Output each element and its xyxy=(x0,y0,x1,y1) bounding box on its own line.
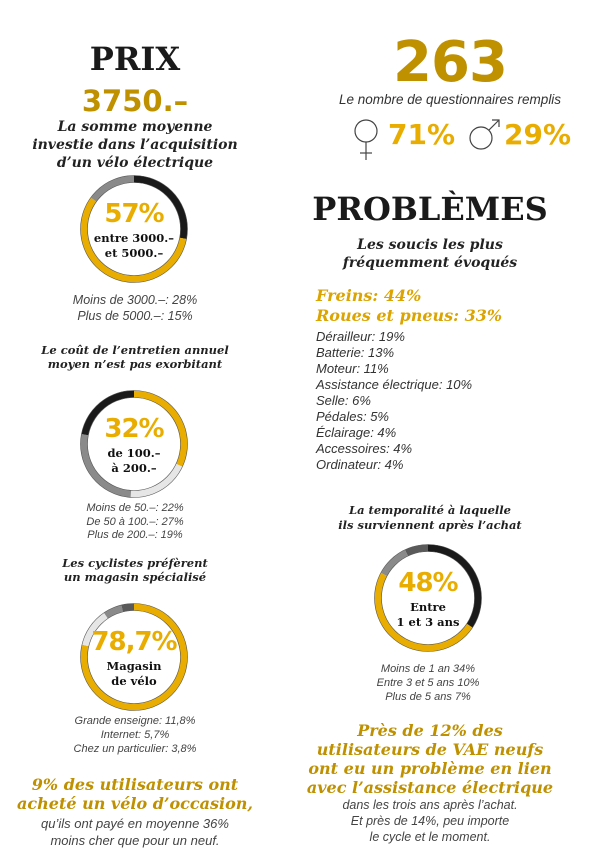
donut-magasin xyxy=(74,597,194,717)
legend-item: Plus de 200.–: 19% xyxy=(87,529,183,541)
temporalite-heading xyxy=(305,503,555,533)
highlight-line: acheté un vélo d’occasion, xyxy=(17,794,253,813)
list-item: Éclairage: 4% xyxy=(316,425,397,440)
subtitle-line: Les soucis les plus xyxy=(357,237,503,253)
male-icon xyxy=(468,116,504,156)
heading-line: Les cyclistes préfèrent xyxy=(62,556,208,570)
problemes-list xyxy=(316,329,472,473)
donut-prix xyxy=(74,169,194,289)
label-line: et 5000.– xyxy=(104,246,164,260)
donut-segment xyxy=(106,608,122,615)
male-percent: 29% xyxy=(504,118,572,151)
legend-item: Moins de 50.–: 22% xyxy=(86,502,184,514)
donut-value: 57% xyxy=(104,199,164,229)
text-line: dans les trois ans après l’achat. xyxy=(342,798,518,812)
problemes-top xyxy=(316,286,502,326)
list-item: Accessoires: 4% xyxy=(316,441,413,456)
donut-segment xyxy=(94,179,134,200)
donut-outline xyxy=(88,611,181,704)
list-item: Ordinateur: 4% xyxy=(316,457,404,472)
label-line: de 100.– xyxy=(107,446,161,460)
donut-value: 32% xyxy=(104,414,164,444)
text-line: moins cher que pour un neuf. xyxy=(50,833,220,848)
heading-line: un magasin spécialisé xyxy=(63,570,207,584)
donut-temporalite xyxy=(368,538,488,658)
highlight-line: ont eu un problème en lien xyxy=(308,759,552,778)
donut-label xyxy=(368,600,488,630)
list-item: Assistance électrique: 10% xyxy=(316,377,473,392)
donut-label xyxy=(74,446,194,476)
donut-svg xyxy=(368,538,488,658)
highlight-line: utilisateurs de VAE neufs xyxy=(316,740,544,759)
legend-item: Plus de 5 ans 7% xyxy=(385,691,471,703)
prix-legend xyxy=(25,292,245,324)
label-line: Magasin xyxy=(106,659,162,673)
highlight-line: Près de 12% des xyxy=(357,721,503,740)
problemes-title: PROBLÈMES xyxy=(312,190,548,228)
subtitle-line: investie dans l’acquisition xyxy=(32,137,238,153)
magasin-legend xyxy=(25,714,245,756)
legend-item: Plus de 5000.–: 15% xyxy=(77,309,193,323)
entretien-legend xyxy=(25,502,245,543)
donut-outline xyxy=(382,552,475,645)
text-line: le cycle et le moment. xyxy=(369,830,491,844)
vae-highlight xyxy=(290,721,570,797)
temporalite-legend xyxy=(318,662,538,704)
heading-line: ils surviennent après l’achat xyxy=(338,518,522,532)
top-item: Roues et pneus: 33% xyxy=(316,306,503,325)
label-line: Entre xyxy=(410,600,446,614)
questionnaire-count: 263 xyxy=(393,30,507,95)
donut-label xyxy=(74,231,194,261)
donut-svg xyxy=(74,597,194,717)
questionnaire-subtitle: Le nombre de questionnaires remplis xyxy=(338,92,562,107)
legend-item: De 50 à 100.–: 27% xyxy=(86,515,184,528)
subtitle-line: fréquemment évoqués xyxy=(342,255,518,271)
donut-outline xyxy=(88,183,181,276)
entretien-heading xyxy=(15,343,255,371)
heading-line: Le coût de l’entretien annuel xyxy=(41,343,229,357)
list-item: Batterie: 13% xyxy=(316,345,395,360)
highlight-line: avec l’assistance électrique xyxy=(306,778,554,797)
legend-item: Chez un particulier: 3,8% xyxy=(73,743,197,755)
list-item: Dérailleur: 19% xyxy=(316,329,405,344)
problemes-subtitle xyxy=(300,236,560,272)
text-line: qu’ils ont payé en moyenne 36% xyxy=(41,816,229,831)
legend-item: Grande enseigne: 11,8% xyxy=(74,715,196,727)
label-line: à 200.– xyxy=(111,461,157,475)
prix-amount: 3750.– xyxy=(81,84,189,118)
label-line: de vélo xyxy=(111,674,157,688)
subtitle-line: La somme moyenne xyxy=(57,119,213,135)
donut-value: 48% xyxy=(398,568,458,598)
list-item: Selle: 6% xyxy=(316,393,371,408)
gender-breakdown xyxy=(352,116,592,166)
donut-svg xyxy=(74,384,194,504)
donut-segment xyxy=(407,548,428,553)
female-percent: 71% xyxy=(388,118,456,151)
legend-item: Entre 3 et 5 ans 10% xyxy=(376,677,480,689)
occasion-highlight xyxy=(0,775,270,813)
heading-line: La temporalité à laquelle xyxy=(349,503,511,517)
top-item: Freins: 44% xyxy=(316,286,422,305)
donut-value: 78,7% xyxy=(91,627,177,657)
label-line: entre 3000.– xyxy=(93,231,175,245)
magasin-heading xyxy=(15,556,255,584)
legend-item: Moins de 1 an 34% xyxy=(380,663,476,675)
occasion-text xyxy=(0,815,270,849)
donut-outline xyxy=(88,398,181,491)
heading-line: moyen n’est pas exorbitant xyxy=(47,357,223,371)
vae-text xyxy=(290,797,570,845)
donut-segment xyxy=(122,607,134,608)
prix-title: PRIX xyxy=(89,40,181,78)
prix-subtitle xyxy=(15,118,255,172)
label-line: 1 et 3 ans xyxy=(396,615,460,629)
donut-svg xyxy=(74,169,194,289)
subtitle-line: d’un vélo électrique xyxy=(56,155,214,171)
legend-item: Internet: 5,7% xyxy=(100,729,170,741)
donut-entretien xyxy=(74,384,194,504)
text-line: Et près de 14%, peu importe xyxy=(350,814,510,828)
highlight-line: 9% des utilisateurs ont xyxy=(31,775,239,794)
list-item: Moteur: 11% xyxy=(316,361,389,376)
female-icon xyxy=(352,116,382,164)
donut-label xyxy=(74,659,194,689)
legend-item: Moins de 3000.–: 28% xyxy=(72,293,198,307)
list-item: Pédales: 5% xyxy=(316,409,389,424)
